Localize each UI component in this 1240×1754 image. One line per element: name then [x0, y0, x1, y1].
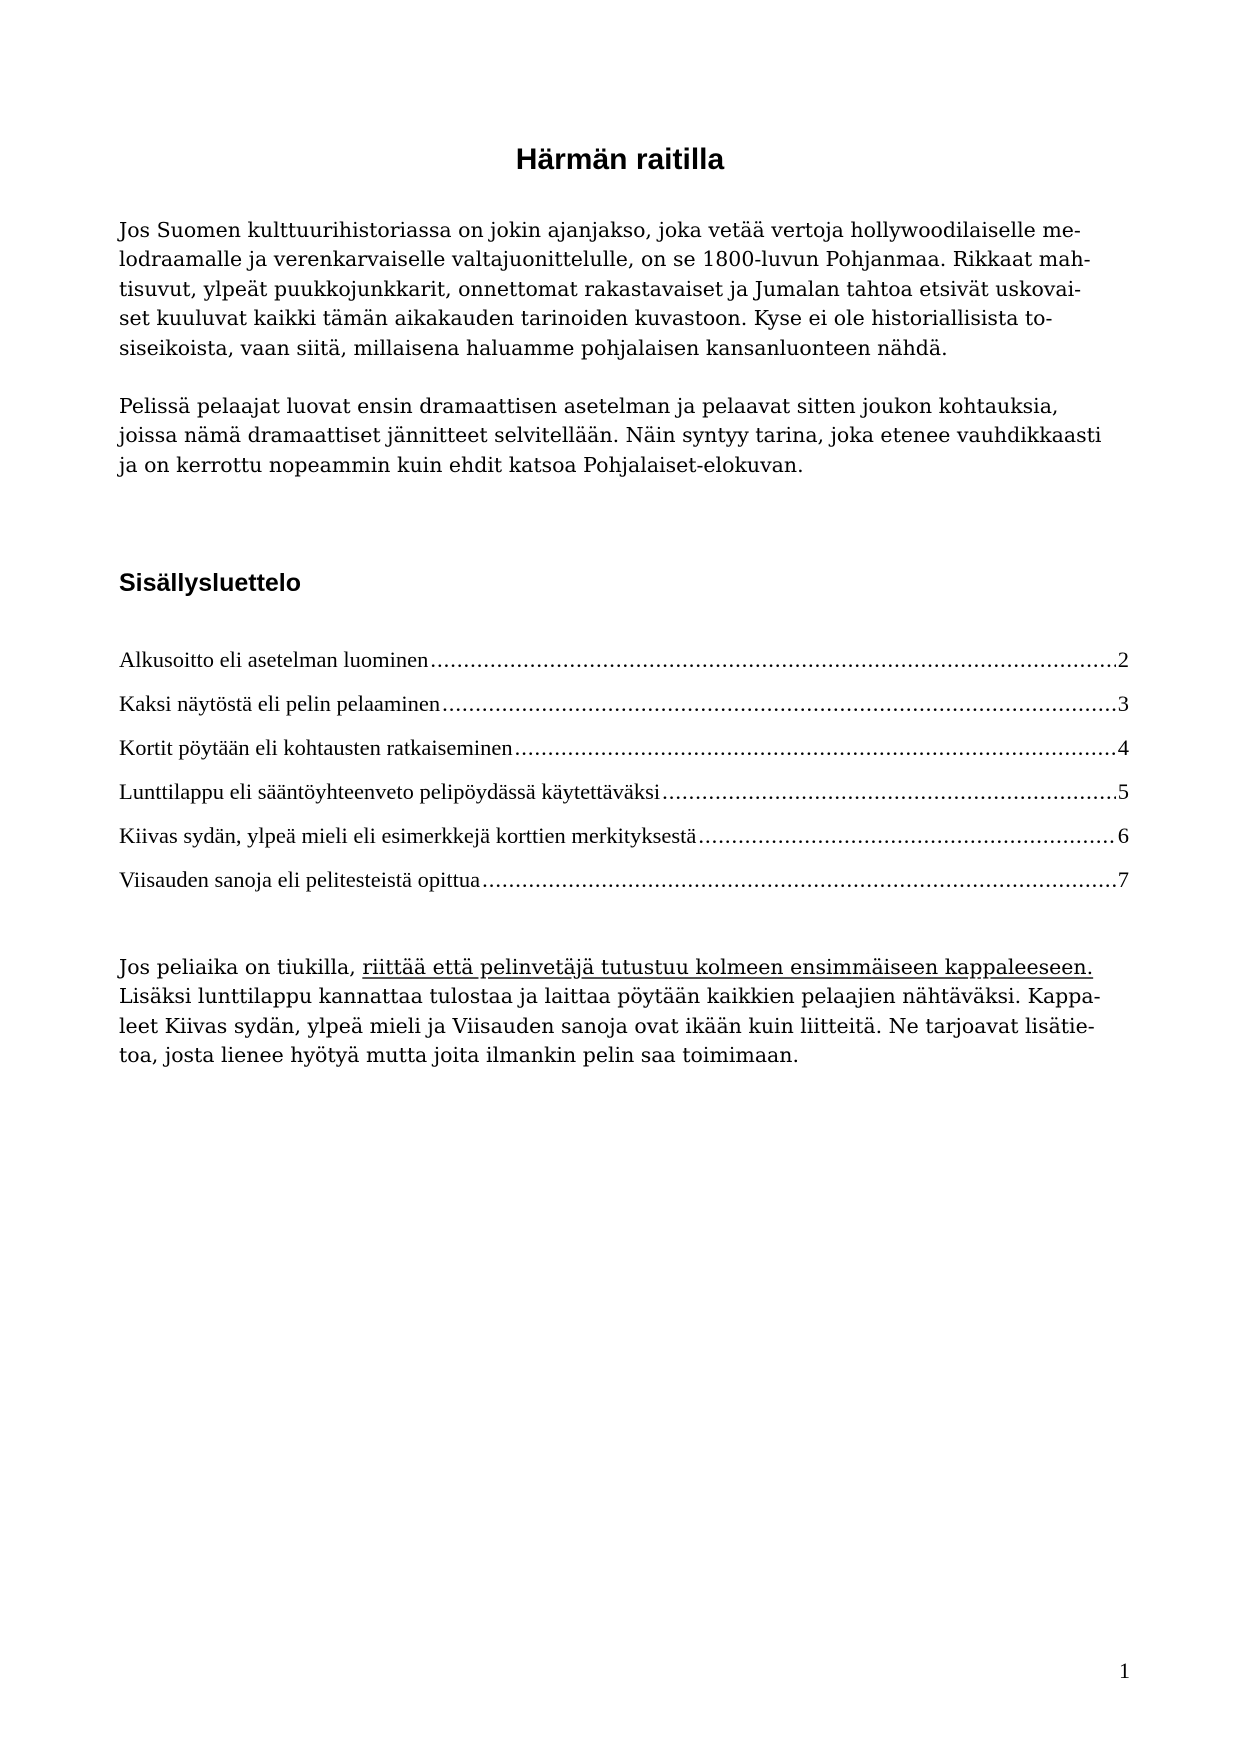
text-line: toa, josta lienee hyötyä mutta joita ilmankin pelin saa toimimaan.	[119, 1043, 800, 1068]
dot-leader	[442, 689, 1116, 719]
text-line: tisuvut, ylpeät puukkojunkkarit, onnettomat rakastavaiset ja Jumalan tahtoa etsivät uskovai-	[119, 276, 1082, 301]
toc-entry[interactable]	[119, 645, 1129, 689]
dot-leader	[482, 865, 1116, 895]
toc-entry[interactable]	[119, 689, 1129, 733]
document-title: Härmän raitilla	[515, 143, 725, 176]
toc-entry[interactable]	[119, 865, 1129, 909]
text-line: joissa nämä dramaattiset jännitteet selvitellään. Näin syntyy tarina, joka etenee vauhdikkaasti	[119, 423, 1102, 448]
text-line: Jos Suomen kulttuurihistoriassa on jokin ajanjakso, joka vetää vertoja hollywoodilaiselle me-	[119, 218, 1081, 242]
toc-entry-page: 7	[1117, 867, 1129, 892]
text-line: lodraamalle ja verenkarvaiselle valtajuonittelulle, on se 1800-luvun Pohjanmaa. Rikkaat mah-	[119, 247, 1091, 272]
text-line: Pelissä pelaajat luovat ensin dramaattisen asetelman ja pelaavat sitten joukon kohtauksia,	[119, 394, 1059, 419]
text-line: set kuuluvat kaikki tämän aikakauden tarinoiden kuvastoon. Kyse ei ole historiallisista to-	[119, 306, 1053, 331]
toc-entry-title: Kiivas sydän, ylpeä mieli eli esimerkkejä korttien merkityksestä	[119, 823, 697, 848]
toc-entry[interactable]	[119, 733, 1129, 777]
text-line: Lisäksi lunttilappu kannattaa tulostaa ja laittaa pöytään kaikkien pelaajien nähtäväksi. Kappa-	[119, 984, 1101, 1009]
toc-heading: Sisällysluettelo	[119, 569, 302, 597]
dot-leader	[515, 733, 1116, 763]
table-of-contents	[119, 645, 1129, 909]
toc-entry-page: 4	[1117, 735, 1129, 760]
dot-leader	[698, 821, 1115, 851]
toc-entry-title: Kaksi näytöstä eli pelin pelaaminen	[119, 691, 441, 716]
toc-entry[interactable]	[119, 777, 1129, 821]
text-line	[119, 953, 1129, 982]
toc-entry-page: 5	[1117, 779, 1129, 804]
dot-leader	[430, 645, 1115, 675]
intro-paragraph-2	[119, 392, 1129, 480]
page-number: 1	[1119, 1658, 1130, 1683]
text-line: siseikoista, vaan siitä, millaisena haluamme pohjalaisen kansanluonteen nähdä.	[119, 335, 948, 360]
toc-entry-page: 2	[1117, 647, 1129, 672]
toc-entry-title: Kortit pöytään eli kohtausten ratkaiseminen	[119, 735, 513, 760]
intro-paragraph-1	[119, 216, 1129, 363]
intro-section	[119, 216, 1129, 509]
outro-plain-text: Jos peliaika on tiukilla,	[119, 955, 363, 979]
text-line: leet Kiivas sydän, ylpeä mieli ja Viisauden sanoja ovat ikään kuin liitteitä. Ne tarjoavat lisätie-	[119, 1013, 1095, 1038]
toc-entry-page: 6	[1117, 823, 1129, 848]
text-line: ja on kerrottu nopeammin kuin ehdit katsoa Pohjalaiset-elokuvan.	[119, 452, 804, 477]
toc-entry-title: Alkusoitto eli asetelman luominen	[119, 647, 429, 672]
underlined-text: riittää että pelinvetäjä tutustuu kolmeen ensimmäiseen kappaleeseen.	[362, 955, 1094, 979]
outro-paragraph	[119, 953, 1129, 1071]
toc-entry-title: Viisauden sanoja eli pelitesteistä opittua	[119, 867, 481, 892]
dot-leader	[662, 777, 1116, 807]
toc-entry-page: 3	[1117, 691, 1129, 716]
toc-entry[interactable]	[119, 821, 1129, 865]
toc-entry-title: Lunttilappu eli sääntöyhteenveto pelipöydässä käytettäväksi	[119, 779, 661, 804]
